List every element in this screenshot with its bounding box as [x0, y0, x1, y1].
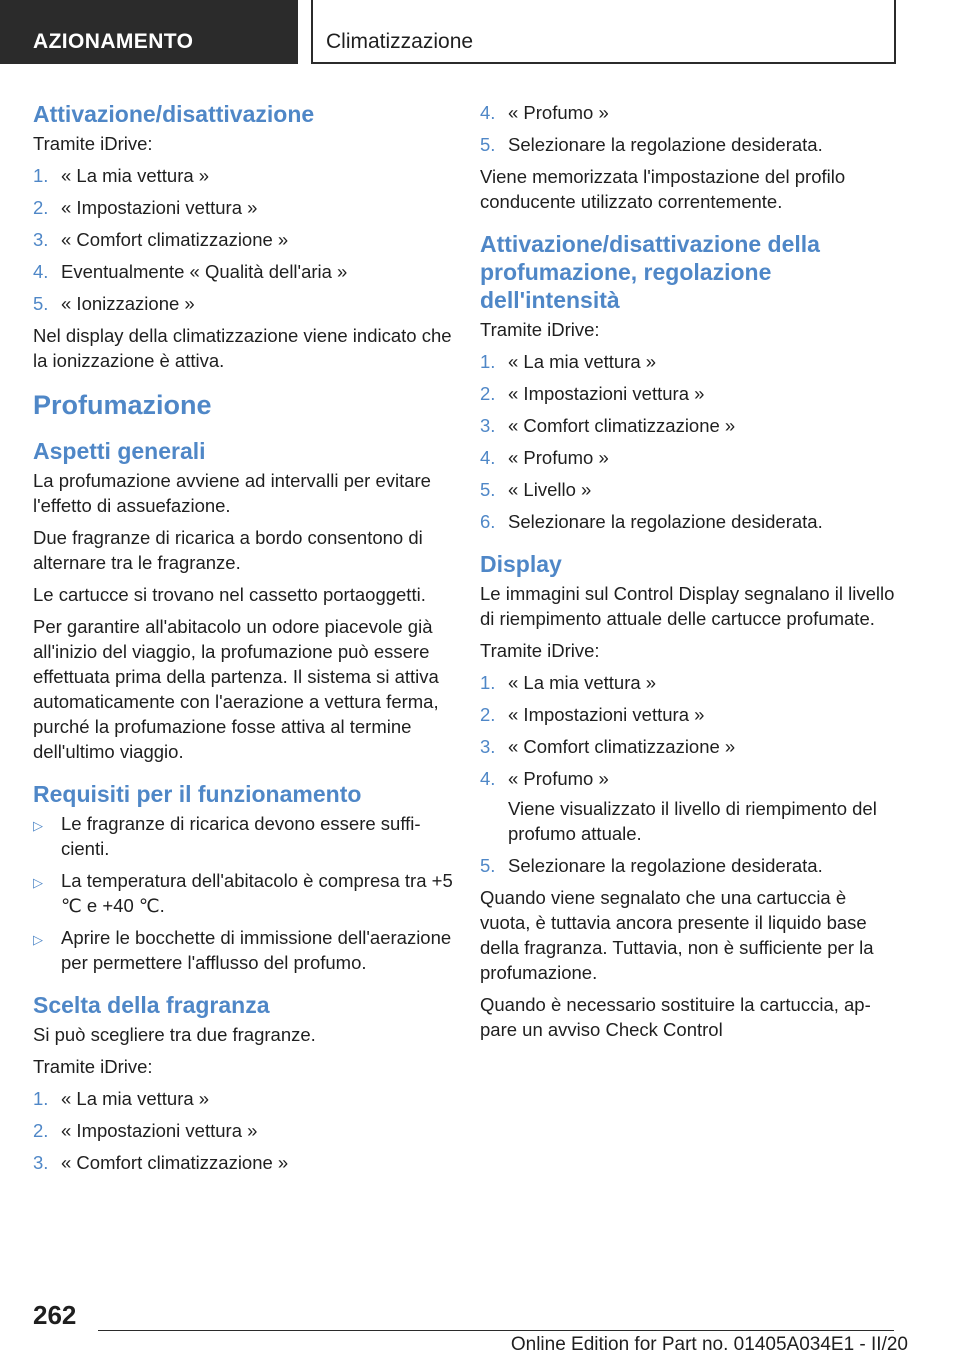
- list-item: [33, 1086, 453, 1111]
- list-item: [33, 227, 453, 252]
- body-paragraph: Per garantire all'abitacolo un odore piacevole già all'inizio del viaggio, la profumazione può essere effettuata prima della partenza. Il sistema si attiva automaticamente con l'aerazione a vettura ferma, purché la profumazione fosse attiva al termine dell'ultimo viaggio.: [33, 616, 439, 762]
- page-number: 262: [33, 1300, 77, 1330]
- step-number: 4.: [480, 447, 496, 468]
- list-item: [480, 853, 900, 878]
- step-number: 4.: [33, 261, 49, 282]
- requirements-list: [33, 811, 453, 975]
- page-header: [0, 0, 960, 66]
- step-text: « Impostazioni vettura »: [61, 1120, 258, 1141]
- heading-profumazione: Profumazione: [33, 390, 212, 420]
- list-item: [480, 413, 900, 438]
- body-paragraph: Le immagini sul Control Display segnalano il livello di riempimento attuale delle cartucce profumate.: [480, 583, 895, 629]
- bullet-text: Le fragranze di ricarica devono essere sufficienti.: [61, 813, 421, 859]
- heading-display: Display: [480, 551, 562, 577]
- body-paragraph: La profumazione avviene ad intervalli per evitare l'effetto di assuefazione.: [33, 470, 431, 516]
- list-item: [33, 1118, 453, 1143]
- step-text: « Comfort climatizzazione »: [508, 415, 736, 436]
- heading-intensita: Attivazione/disattivazione della profumazione, regolazione dell'intensità: [480, 231, 820, 313]
- list-item: [480, 477, 900, 502]
- step-text: Selezionare la regolazione desiderata.: [508, 855, 823, 876]
- step-text: « La mia vettura »: [508, 351, 657, 372]
- step-number: 5.: [480, 855, 496, 876]
- list-item: [480, 702, 900, 727]
- step-text: Eventualmente « Qualità dell'aria »: [61, 261, 348, 282]
- list-item: [33, 163, 453, 188]
- step-text: Selezionare la regolazione desiderata.: [508, 511, 823, 532]
- step-text: « La mia vettura »: [61, 165, 210, 186]
- body-paragraph: Le cartucce si trovano nel cassetto portaoggetti.: [33, 584, 426, 605]
- list-item: [480, 509, 900, 534]
- triangle-right-icon: ▷: [33, 932, 43, 947]
- step-text: « Profumo »: [508, 447, 609, 468]
- list-item: [33, 925, 453, 975]
- footer-divider: [98, 1330, 894, 1331]
- step-text: « La mia vettura »: [508, 672, 657, 693]
- right-column: [480, 100, 900, 1049]
- list-item: [33, 195, 453, 220]
- step-number: 5.: [480, 134, 496, 155]
- left-column: [33, 100, 453, 1182]
- list-item: [480, 766, 900, 791]
- steps-list-attivazione: [33, 163, 453, 316]
- list-item: [33, 868, 453, 918]
- heading-aspetti-generali: Aspetti generali: [33, 438, 206, 464]
- intro-text: Tramite iDrive:: [480, 640, 600, 661]
- list-item: [33, 1150, 453, 1175]
- body-paragraph: Nel display della climatizzazione viene indicato che la ionizzazione è attiva.: [33, 325, 452, 371]
- step-text: Selezionare la regolazione desiderata.: [508, 134, 823, 155]
- step-number: 3.: [480, 736, 496, 757]
- steps-list-display: [480, 670, 900, 791]
- step-number: 6.: [480, 511, 496, 532]
- list-item: [33, 259, 453, 284]
- step-text: « Profumo »: [508, 768, 609, 789]
- step-sub-text: Viene visualizzato il livello di riempimento del profumo attuale.: [508, 798, 877, 844]
- step-number: 2.: [33, 1120, 49, 1141]
- triangle-right-icon: ▷: [33, 818, 43, 833]
- step-number: 1.: [33, 1088, 49, 1109]
- chapter-title: Climatizzazione: [311, 0, 896, 64]
- step-text: « Comfort climatizzazione »: [508, 736, 736, 757]
- step-text: « Impostazioni vettura »: [508, 704, 705, 725]
- step-text: « Comfort climatizzazione »: [61, 1152, 289, 1173]
- step-text: « La mia vettura »: [61, 1088, 210, 1109]
- heading-requisiti: Requisiti per il funzionamento: [33, 781, 362, 807]
- step-number: 3.: [33, 1152, 49, 1173]
- list-item: [480, 100, 900, 125]
- body-paragraph: Quando viene segnalato che una cartuccia è vuota, è tuttavia ancora presente il liquido base della fragranza. Tuttavia, non è sufficiente per la profumazione.: [480, 887, 874, 983]
- list-item: [33, 811, 453, 861]
- body-paragraph: Quando è necessario sostituire la cartuccia, appare un avviso Check Control: [480, 994, 871, 1040]
- triangle-right-icon: ▷: [33, 875, 43, 890]
- bullet-text: La temperatura dell'abitacolo è compresa tra +5 ℃ e +40 ℃.: [61, 870, 453, 916]
- list-item: [480, 132, 900, 157]
- list-item: [480, 381, 900, 406]
- step-number: 5.: [480, 479, 496, 500]
- step-text: « Impostazioni vettura »: [508, 383, 705, 404]
- body-paragraph: Si può scegliere tra due fragranze.: [33, 1024, 316, 1045]
- list-item: [480, 734, 900, 759]
- body-paragraph: Due fragranze di ricarica a bordo consentono di alternare tra le fragranze.: [33, 527, 423, 573]
- steps-list-display-continued: [480, 853, 900, 878]
- step-text: « Impostazioni vettura »: [61, 197, 258, 218]
- steps-list-intensita: [480, 349, 900, 534]
- list-item: [480, 349, 900, 374]
- list-item: [33, 291, 453, 316]
- step-number: 5.: [33, 293, 49, 314]
- step-number: 3.: [480, 415, 496, 436]
- steps-list-scelta: [33, 1086, 453, 1175]
- intro-text: Tramite iDrive:: [480, 319, 600, 340]
- footer-edition: Online Edition for Part no. 01405A034E1 - II/20: [510, 1334, 908, 1355]
- step-number: 2.: [480, 383, 496, 404]
- body-paragraph: Viene memorizzata l'impostazione del profilo conducente utilizzato correntemente.: [480, 166, 846, 212]
- step-text: « Profumo »: [508, 102, 609, 123]
- step-number: 4.: [480, 102, 496, 123]
- bullet-text: Aprire le bocchette di immissione dell'aerazione per permettere l'afflusso del profumo.: [61, 927, 452, 973]
- heading-attivazione: Attivazione/disattivazione: [33, 101, 315, 127]
- section-tab: AZIONAMENTO: [0, 0, 298, 64]
- step-number: 2.: [33, 197, 49, 218]
- step-number: 2.: [480, 704, 496, 725]
- steps-list-scelta-continued: [480, 100, 900, 157]
- intro-text: Tramite iDrive:: [33, 133, 153, 154]
- step-number: 1.: [33, 165, 49, 186]
- step-text: « Ionizzazione »: [61, 293, 195, 314]
- heading-scelta-fragranza: Scelta della fragranza: [33, 992, 270, 1018]
- list-item: [480, 670, 900, 695]
- step-number: 1.: [480, 672, 496, 693]
- step-number: 3.: [33, 229, 49, 250]
- step-text: « Comfort climatizzazione »: [61, 229, 289, 250]
- step-text: « Livello »: [508, 479, 592, 500]
- list-item: [480, 445, 900, 470]
- intro-text: Tramite iDrive:: [33, 1056, 153, 1077]
- step-number: 1.: [480, 351, 496, 372]
- step-number: 4.: [480, 768, 496, 789]
